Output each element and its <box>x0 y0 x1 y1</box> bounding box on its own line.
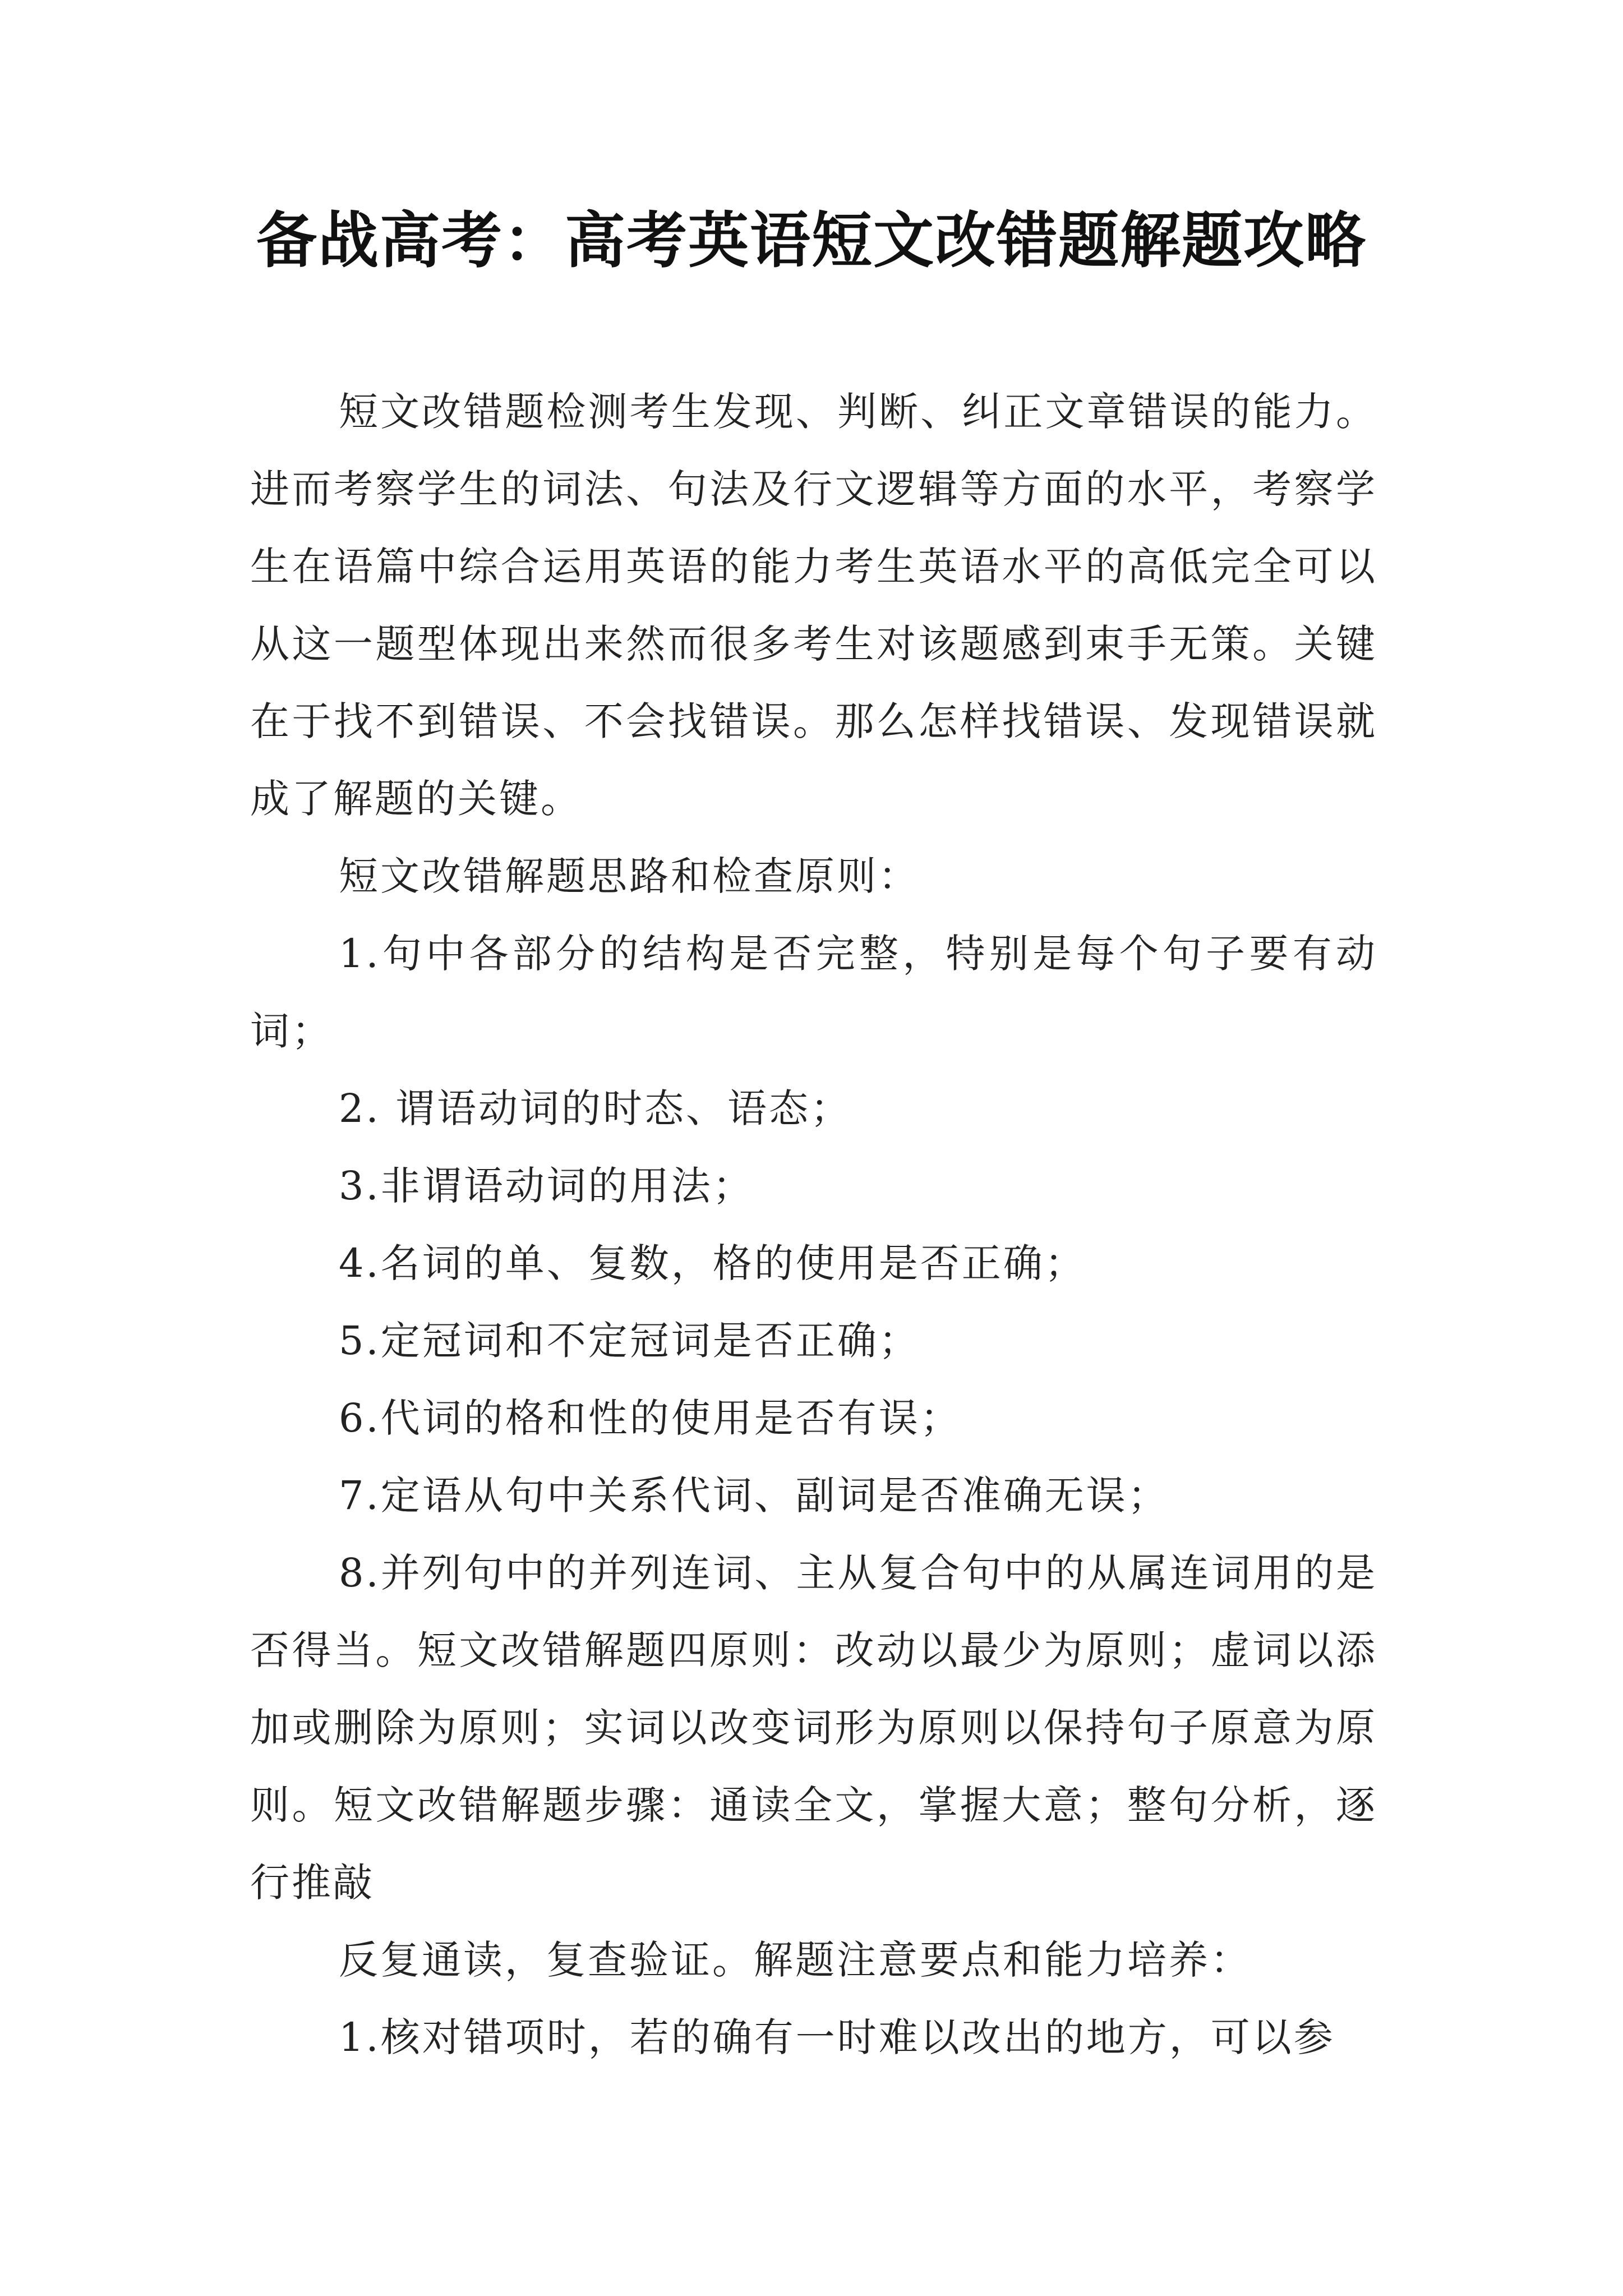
paragraph-item-6: 6.代词的格和性的使用是否有误； <box>339 1395 962 1441</box>
paragraph-principles-heading: 短文改错解题思路和检查原则： <box>339 853 920 899</box>
paragraph-intro: 短文改错题检测考生发现、判断、纠正文章错误的能力。进而考察学生的词法、句法及行文逻辑等方面的水平，考察学生在语篇中综合运用英语的能力考生英语水平的高低完全可以从这一题型体现出来然而很多考生对该题感到束手无策。关键在于找不到错误、不会找错误。那么怎样找错误、发现错误就成了解题的关键。 <box>250 389 1377 822</box>
paragraph-item-3: 3.非谓语动词的用法； <box>339 1163 754 1209</box>
paragraph-item-8: 8.并列句中的并列连词、主从复合句中的从属连词用的是否得当。短文改错解题四原则：改动以最少为原则；虚词以添加或删除为原则；实词以改变词形为原则以保持句子原意为原则。短文改错解题步骤：通读全文，掌握大意；整句分析，逐行推敲 <box>250 1550 1377 1906</box>
document-body <box>250 373 1377 2076</box>
page-title: 备战高考：高考英语短文改错题解题攻略 <box>256 206 1367 276</box>
paragraph-item-7: 7.定语从句中关系代词、副词是否准确无误； <box>339 1473 1169 1519</box>
paragraph-item-1: 1.句中各部分的结构是否完整，特别是每个句子要有动词； <box>250 931 1377 1054</box>
paragraph-item-4: 4.名词的单、复数，格的使用是否正确； <box>339 1240 1086 1286</box>
paragraph-item-2: 2. 谓语动词的时态、语态； <box>339 1085 852 1131</box>
paragraph-tips-heading: 反复通读，复查验证。解题注意要点和能力培养： <box>339 1937 1252 1983</box>
paragraph-tip-1: 1.核对错项时，若的确有一时难以改出的地方，可以参 <box>339 2014 1335 2060</box>
paragraph-item-5: 5.定冠词和不定冠词是否正确； <box>339 1318 920 1364</box>
